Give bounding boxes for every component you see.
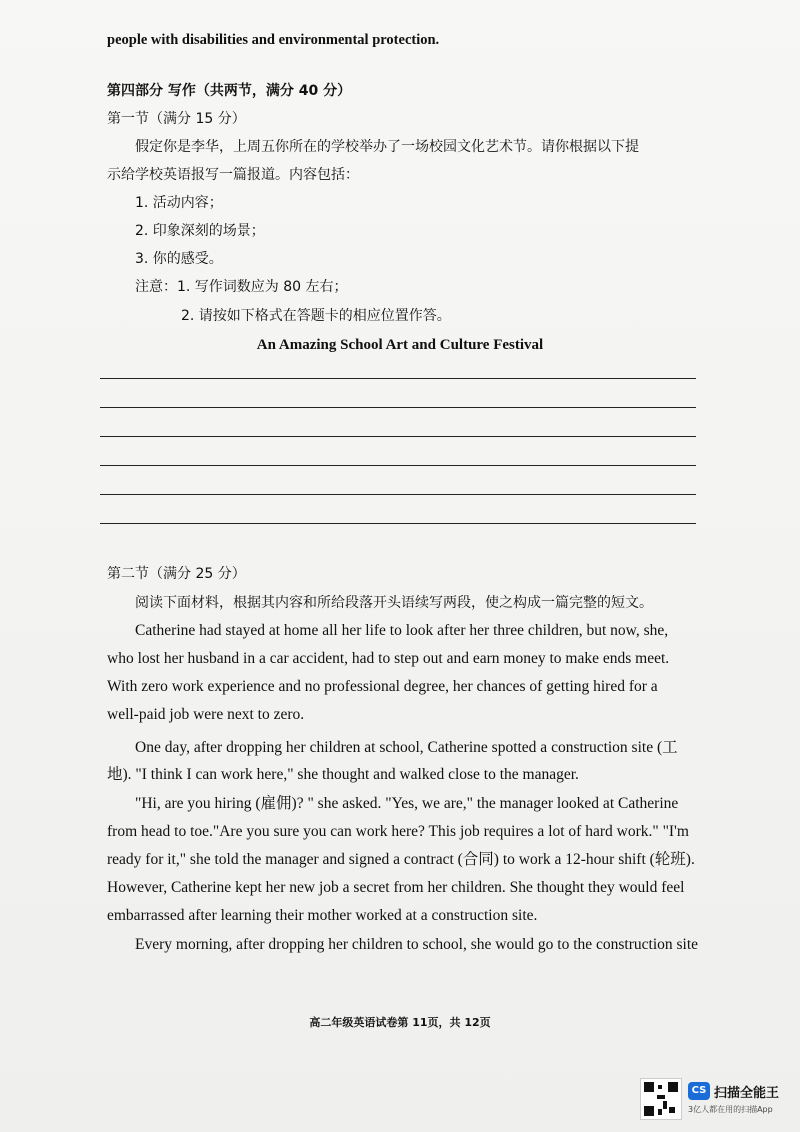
section2-heading: 第二节（满分 25 分） <box>107 566 246 582</box>
page-footer: 高二年级英语试卷第 11页，共 12页 <box>309 1016 491 1029</box>
bleed-through-text <box>130 384 143 403</box>
story-line: ready for it," she told the manager and signed a contract (合同) to work a 12-hour shift (轮班). <box>107 851 695 868</box>
story-line: With zero work experience and no professional degree, her chances of getting hired for a <box>107 678 658 695</box>
story-line: Catherine had stayed at home all her life to look after her three children, but now, she, <box>135 622 669 639</box>
section1-heading: 第一节（满分 15 分） <box>107 111 246 127</box>
essay-title: An Amazing School Art and Culture Festival <box>256 337 544 353</box>
story-line: who lost her husband in a car accident, had to step out and earn money to make ends meet. <box>107 650 670 667</box>
part4-heading: 第四部分 写作（共两节，满分 40 分） <box>107 83 352 99</box>
note-1: 注意：1. 写作词数应为 80 左右； <box>135 279 348 295</box>
prompt-line-1: 假定你是李华，上周五你所在的学校举办了一场校园文化艺术节。请你根据以下提 <box>135 139 639 155</box>
story-line: from head to toe."Are you sure you can work here? This job requires a lot of hard work." "I'm <box>107 823 689 840</box>
brand-name: 扫描全能王 <box>714 1086 780 1101</box>
story-line: "Hi, are you hiring (雇佣)? " she asked. "Yes, we are," the manager looked at Catherine <box>135 795 679 812</box>
answer-line <box>100 523 696 524</box>
content-item-3: 3. 你的感受。 <box>135 251 223 267</box>
brand-tagline: 3亿人都在用的扫描App <box>688 1105 773 1114</box>
camscanner-logo-icon: CS <box>688 1082 710 1100</box>
answer-line <box>100 494 696 495</box>
story-line: 地). "I think I can work here," she thought and walked close to the manager. <box>107 766 579 783</box>
story-line: well-paid job were next to zero. <box>107 706 305 723</box>
intro-tail: people with disabilities and environmental protection. <box>107 32 440 48</box>
story-line: embarrassed after learning their mother worked at a construction site. <box>107 907 538 924</box>
answer-line <box>100 465 696 466</box>
section2-instruction: 阅读下面材料，根据其内容和所给段落开头语续写两段，使之构成一篇完整的短文。 <box>135 595 653 611</box>
answer-line <box>100 407 696 408</box>
note-2: 2. 请按如下格式在答题卡的相应位置作答。 <box>181 308 451 324</box>
prompt-line-2: 示给学校英语报写一篇报道。内容包括： <box>107 167 359 183</box>
story-line: However, Catherine kept her new job a secret from her children. She thought they would feel <box>107 879 685 896</box>
story-line: Every morning, after dropping her children to school, she would go to the construction site <box>135 936 699 953</box>
answer-line <box>100 378 696 379</box>
content-item-1: 1. 活动内容； <box>135 195 223 211</box>
answer-line <box>100 436 696 437</box>
qr-code-icon <box>640 1078 682 1120</box>
story-line: One day, after dropping her children at school, Catherine spotted a construction site (工 <box>135 739 678 756</box>
content-item-2: 2. 印象深刻的场景； <box>135 223 265 239</box>
